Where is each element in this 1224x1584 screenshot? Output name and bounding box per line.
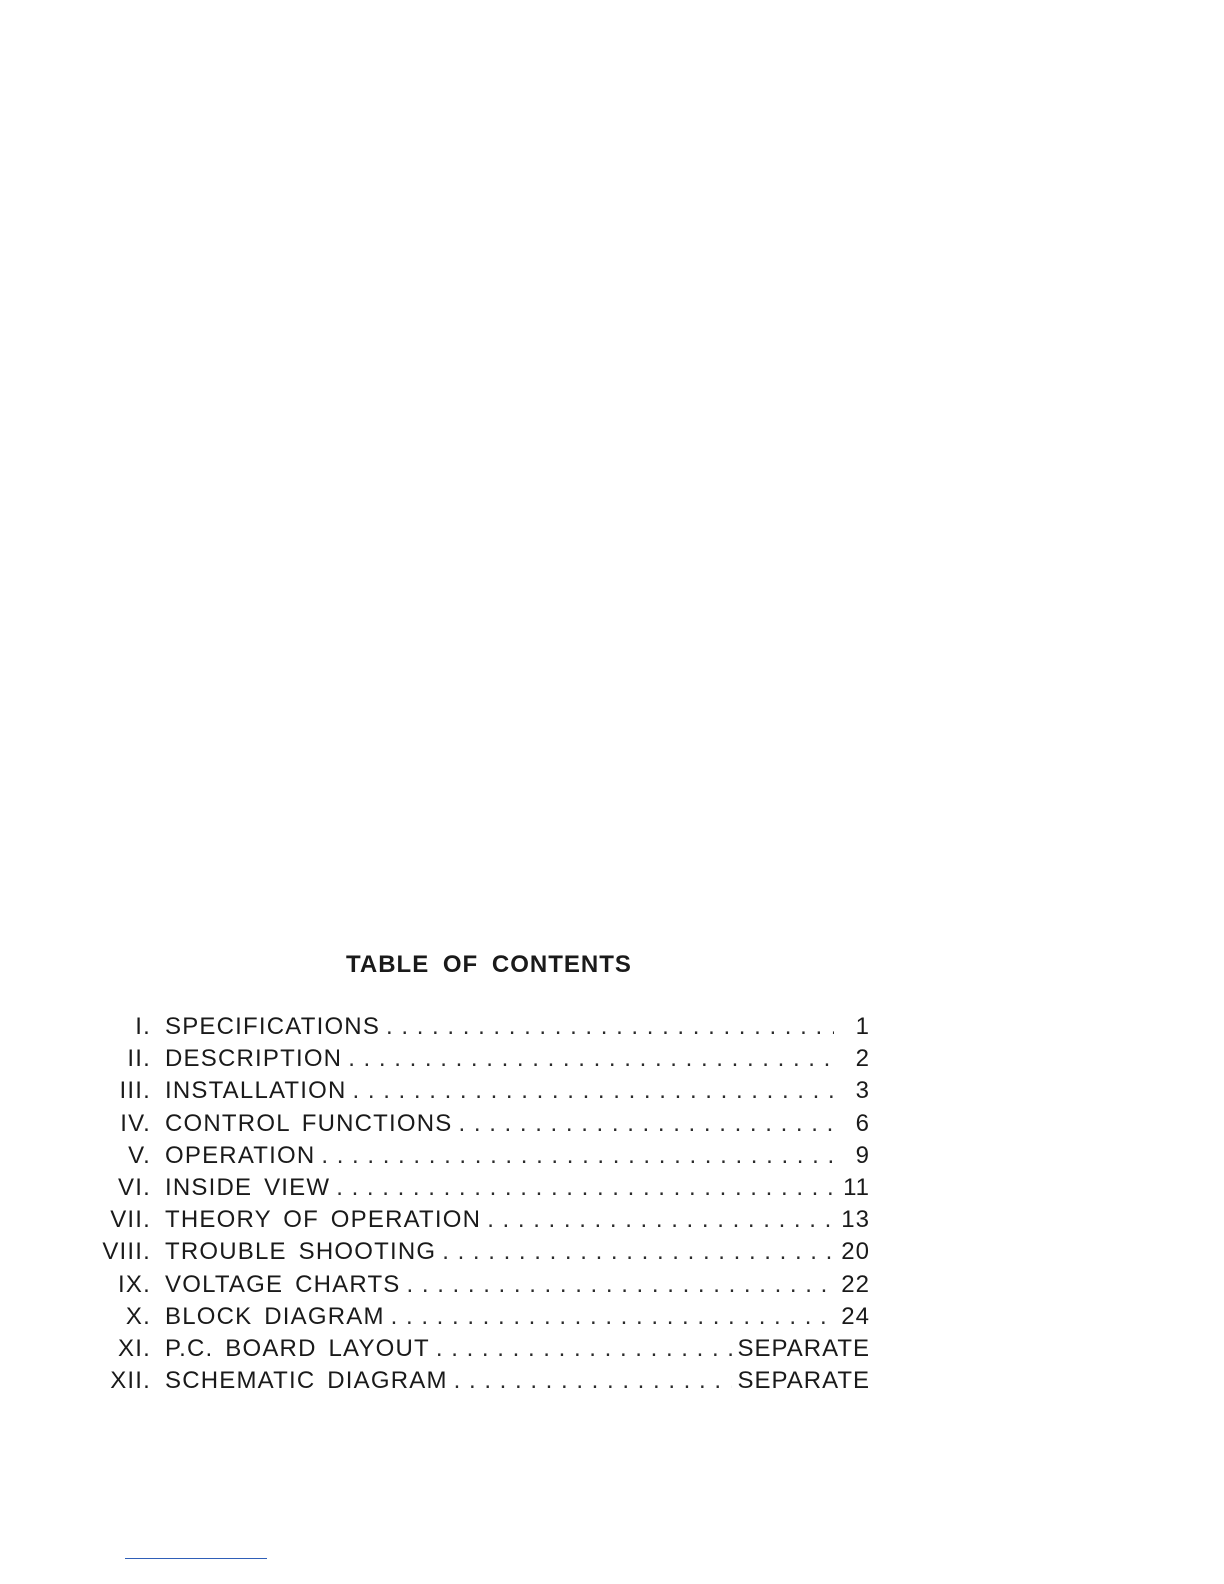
toc-dot-leader xyxy=(336,1174,834,1202)
toc-entry[interactable] xyxy=(90,1045,870,1077)
toc-dot-leader xyxy=(386,1013,834,1041)
toc-dot-leader xyxy=(321,1142,834,1170)
toc-entry-label: VOLTAGE CHARTS xyxy=(165,1270,401,1298)
toc-dot-leader xyxy=(391,1303,834,1331)
toc-entry-number: VI. xyxy=(118,1173,151,1201)
toc-entry-number: IV. xyxy=(120,1109,151,1137)
toc-entry-number: II. xyxy=(127,1045,151,1073)
toc-entry[interactable] xyxy=(90,1238,870,1270)
toc-dot-leader xyxy=(436,1335,732,1363)
toc-entry-page: SEPARATE xyxy=(737,1367,870,1395)
toc-entry[interactable] xyxy=(90,1142,870,1174)
toc-entry-page: 20 xyxy=(841,1238,870,1266)
toc-entry[interactable] xyxy=(90,1303,870,1335)
toc-entry[interactable] xyxy=(90,1110,870,1142)
toc-entry-label: INSTALLATION xyxy=(165,1077,347,1105)
toc-entry-label: DESCRIPTION xyxy=(165,1045,343,1073)
toc-entry-label: THEORY OF OPERATION xyxy=(165,1206,482,1234)
toc-entry-number: X. xyxy=(125,1302,151,1330)
toc-dot-leader xyxy=(407,1271,834,1299)
toc-entry[interactable] xyxy=(90,1077,870,1109)
toc-dot-leader xyxy=(442,1238,834,1266)
footer-rule xyxy=(125,1558,267,1559)
toc-entry[interactable] xyxy=(90,1174,870,1206)
toc-entry-label: P.C. BOARD LAYOUT xyxy=(165,1334,430,1362)
toc-entry-page: 6 xyxy=(855,1109,870,1137)
toc-entry-number: IX. xyxy=(118,1270,151,1298)
toc-dot-leader xyxy=(487,1206,834,1234)
toc-dot-leader xyxy=(353,1077,834,1105)
toc-entry-label: OPERATION xyxy=(165,1141,316,1169)
toc-dot-leader xyxy=(454,1367,732,1395)
toc-entry[interactable] xyxy=(90,1335,870,1367)
toc-entry-page: 22 xyxy=(841,1270,870,1298)
toc-dot-leader xyxy=(459,1110,834,1138)
toc-entry-label: INSIDE VIEW xyxy=(165,1173,331,1201)
toc-entry-number: XII. xyxy=(110,1367,151,1395)
toc-entry[interactable] xyxy=(90,1271,870,1303)
toc-entry[interactable] xyxy=(90,1206,870,1238)
toc-entry-number: VIII. xyxy=(102,1238,151,1266)
toc-entry-page: 3 xyxy=(855,1077,870,1105)
toc-entry-page: 9 xyxy=(855,1141,870,1169)
toc-entry-number: V. xyxy=(128,1141,151,1169)
toc-entry-page: 24 xyxy=(841,1302,870,1330)
toc-dot-leader xyxy=(348,1045,834,1073)
toc-entry-number: III. xyxy=(119,1077,151,1105)
toc-entry-page: 13 xyxy=(841,1206,870,1234)
toc-entry-label: SCHEMATIC DIAGRAM xyxy=(165,1367,448,1395)
toc-entry-number: XI. xyxy=(118,1334,151,1362)
toc-entry-number: I. xyxy=(135,1013,151,1040)
toc-entry-label: BLOCK DIAGRAM xyxy=(165,1302,385,1330)
toc-entry-page: 2 xyxy=(855,1045,870,1073)
toc-entry-page: SEPARATE xyxy=(737,1334,870,1362)
toc-entry-number: VII. xyxy=(110,1206,151,1234)
toc-list xyxy=(90,1013,870,1399)
toc-entry[interactable] xyxy=(90,1013,870,1045)
toc-entry-label: CONTROL FUNCTIONS xyxy=(165,1109,453,1137)
toc-entry-page: 11 xyxy=(843,1173,870,1201)
toc-entry-page: 1 xyxy=(855,1013,870,1040)
toc-entry[interactable] xyxy=(90,1367,870,1399)
page-title: TABLE OF CONTENTS xyxy=(346,951,632,978)
toc-entry-label: SPECIFICATIONS xyxy=(165,1013,381,1040)
toc-entry-label: TROUBLE SHOOTING xyxy=(165,1238,437,1266)
